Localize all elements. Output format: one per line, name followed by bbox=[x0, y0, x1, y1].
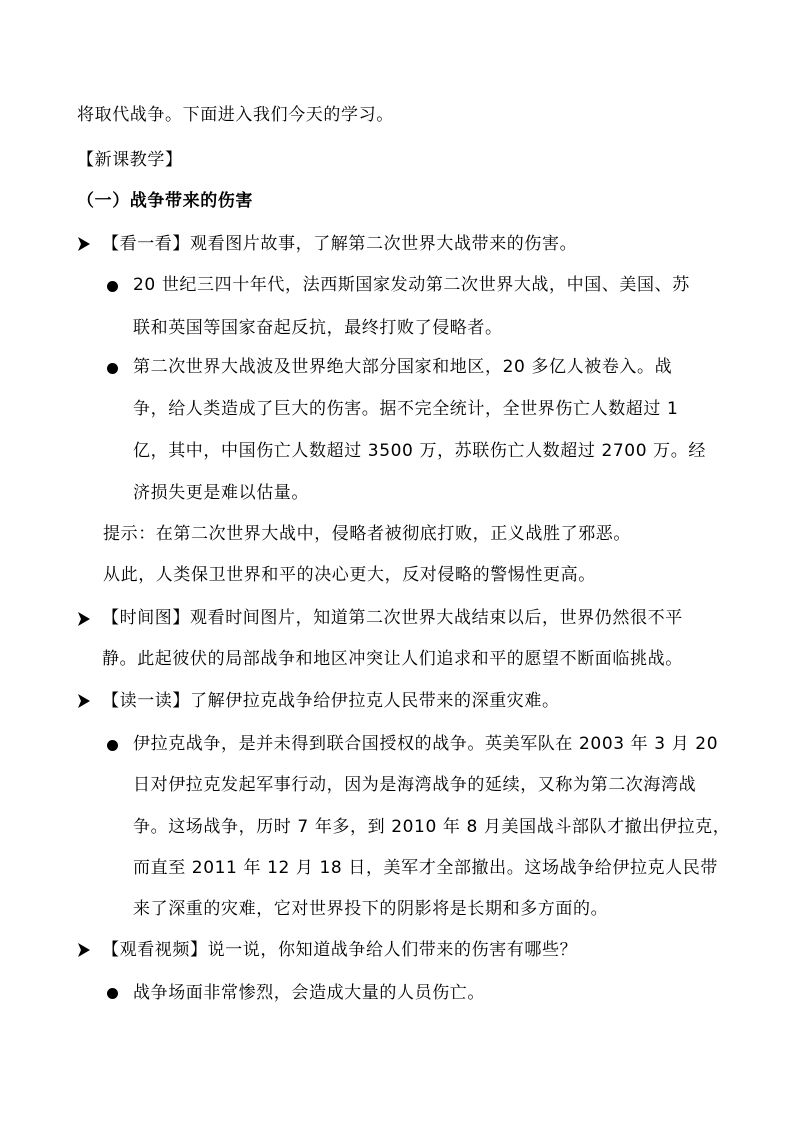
dot-bullet-icon bbox=[107, 988, 118, 999]
arrow-bullet-icon bbox=[78, 694, 90, 708]
arrow-bullet-icon bbox=[78, 612, 90, 626]
paragraph-line: 伊拉克战争，是并未得到联合国授权的战争。英美军队在 2003 年 3 月 20 bbox=[133, 734, 719, 754]
section-heading: 【新课教学】 bbox=[77, 150, 183, 170]
paragraph-line: 争。这场战争，历时 7 年多，到 2010 年 8 月美国战斗部队才撤出伊拉克， bbox=[133, 817, 731, 837]
activity-heading: 【读一读】了解伊拉克战争给伊拉克人民带来的深重灾难。 bbox=[102, 691, 560, 711]
tip-line: 提示：在第二次世界大战中，侵略者被彻底打败，正义战胜了邪恶。 bbox=[103, 524, 631, 544]
dot-bullet-icon bbox=[107, 740, 118, 751]
arrow-bullet-icon bbox=[78, 943, 90, 957]
activity-heading: 【时间图】观看时间图片，知道第二次世界大战结束以后，世界仍然很不平 bbox=[102, 608, 683, 628]
paragraph-line: 20 世纪三四十年代，法西斯国家发动第二次世界大战，中国、美国、苏 bbox=[133, 275, 690, 295]
dot-bullet-icon bbox=[107, 281, 118, 292]
paragraph-line: 联和英国等国家奋起反抗，最终打败了侵略者。 bbox=[133, 318, 503, 338]
activity-heading: 【观看视频】说一说，你知道战争给人们带来的伤害有哪些？ bbox=[102, 940, 578, 960]
paragraph-line: 将取代战争。下面进入我们今天的学习。 bbox=[77, 105, 394, 125]
paragraph-line: 济损失更是难以估量。 bbox=[133, 483, 309, 503]
paragraph-line: 来了深重的灾难，它对世界投下的阴影将是长期和多方面的。 bbox=[133, 899, 609, 919]
arrow-bullet-icon bbox=[78, 237, 90, 251]
paragraph-line: 而直至 2011 年 12 月 18 日，美军才全部撤出。这场战争给伊拉克人民带 bbox=[133, 858, 718, 878]
paragraph-line: 战争场面非常惨烈，会造成大量的人员伤亡。 bbox=[133, 983, 485, 1003]
paragraph-line: 亿，其中，中国伤亡人数超过 3500 万，苏联伤亡人数超过 2700 万。经 bbox=[133, 441, 706, 461]
paragraph-line: 日对伊拉克发起军事行动，因为是海湾战争的延续，又称为第二次海湾战 bbox=[133, 775, 697, 795]
activity-heading: 【看一看】观看图片故事，了解第二次世界大战带来的伤害。 bbox=[102, 234, 578, 254]
subsection-heading: （一）战争带来的伤害 bbox=[77, 191, 253, 211]
paragraph-line: 争，给人类造成了巨大的伤害。据不完全统计，全世界伤亡人数超过 1 bbox=[133, 399, 679, 419]
tip-line: 从此，人类保卫世界和平的决心更大，反对侵略的警惕性更高。 bbox=[103, 565, 596, 585]
paragraph-line: 静。此起彼伏的局部战争和地区冲突让人们追求和平的愿望不断面临挑战。 bbox=[102, 649, 683, 669]
paragraph-line: 第二次世界大战波及世界绝大部分国家和地区，20 多亿人被卷入。战 bbox=[133, 357, 673, 377]
dot-bullet-icon bbox=[107, 363, 118, 374]
